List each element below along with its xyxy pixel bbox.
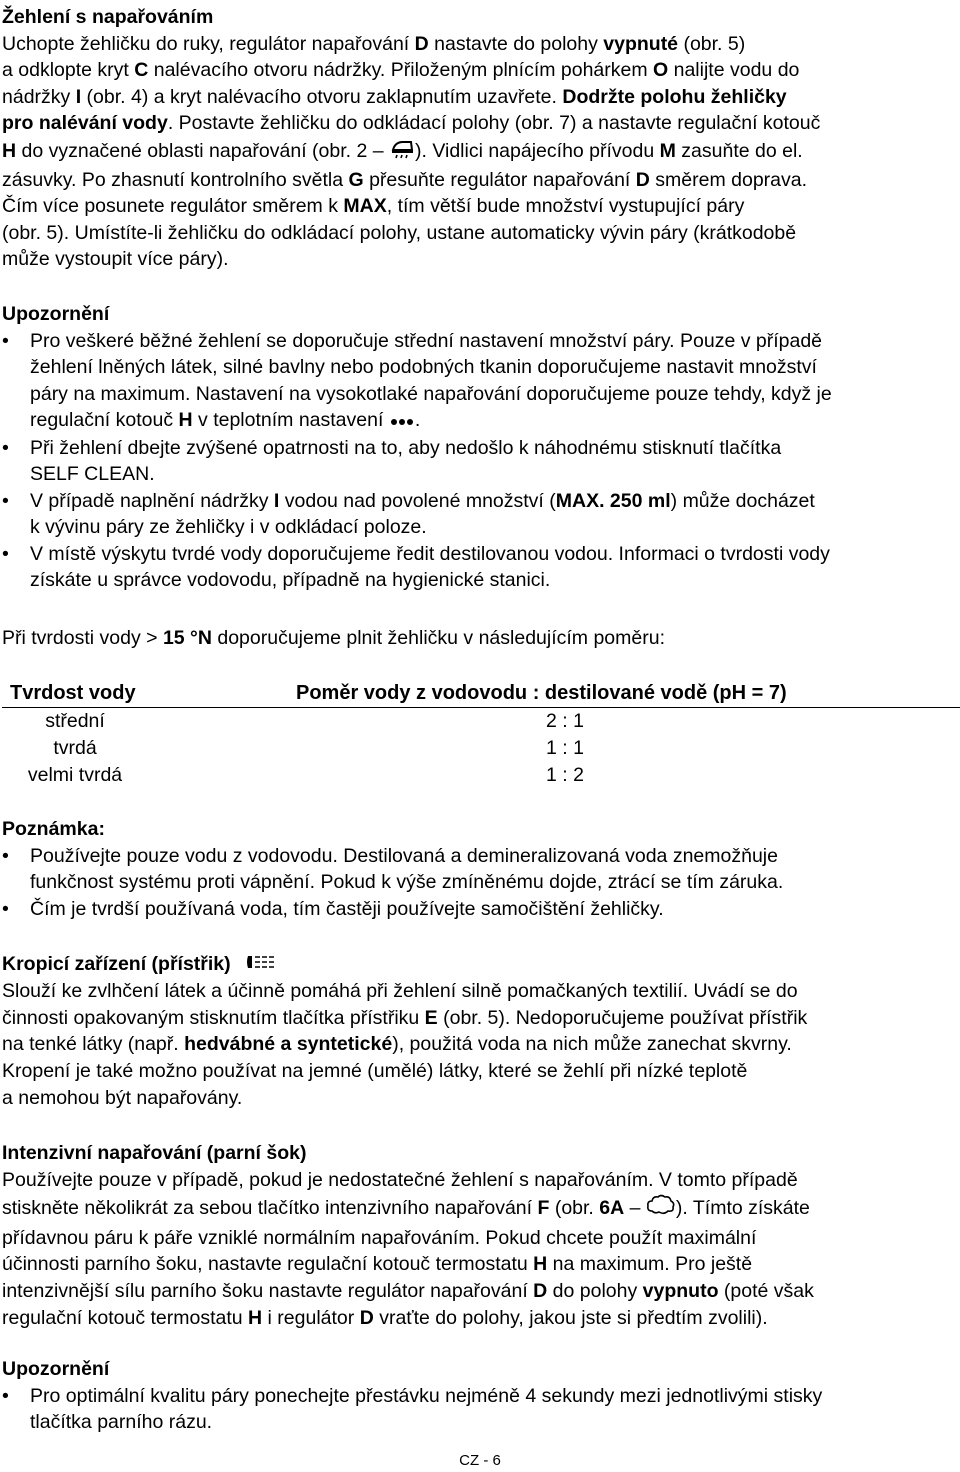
three-dots-temperature-icon [389, 408, 415, 435]
steam-ironing-section [2, 4, 958, 273]
section-heading-row: Kropicí zařízení (přístřik) [2, 951, 958, 978]
spray-section [2, 951, 958, 1111]
paragraph: Používejte pouze v případě, pokud je nedostatečné žehlení s napařováním. V tomto případě stiskněte několikrát za sebou tlačítko intenzivního napařování F (obr. 6A – ). Tímto získáte přídavnou páru k páře vzniklé normálním napařováním. Pokud chcete použít maximální účinnosti parního šoku, nastavte regulační kotouč termostatu H na maximum. Pro ještě intenzivnější sílu parního šoku nastavte regulátor napařování D do polohy vypnuto (poté však regulační kotouč termostatu H i regulátor D vraťte do polohy, jakou jste si předtím zvolili). [2, 1168, 814, 1329]
list-item: • V místě výskytu tvrdé vody doporučujeme ředit destilovanou vodou. Informaci o tvrdosti vody získáte u správce vodovodu, případně na hygienické stanici. [2, 541, 958, 594]
paragraph: Uchopte žehličku do ruky, regulátor napařování D nastavte do polohy vypnuté (obr. 5) a odklopte kryt C nalévacího otvoru nádržky. Přiloženým plnícím pohárkem O nalijte vodu do nádržky I (obr. 4) a kryt nalévacího otvoru zaklapnutím uzavřete. Dodržte polohu žehličky pro nalévání vody. Postavte žehličku do odkládací polohy (obr. 7) a nastavte regulační kotouč H do vyznačené oblasti napařování (obr. 2 – ). Vidlici napájecího přívodu M zasuňte do el. zásuvky. Po zhasnutí kontrolního světla G přesuňte regulátor napařování D směrem doprava. Čím více posunete regulátor směrem k MAX, tím větší bude množství vystupující páry (obr. 5). Umístíte-li žehličku do odkládací polohy, ustane automaticky vývin páry (krátkodobě může vystoupit více páry). [2, 32, 821, 271]
steam-burst-section [2, 1140, 958, 1331]
hardness-table [2, 680, 960, 789]
section-heading: Upozornění [2, 303, 110, 325]
list-item: • Pro veškeré běžné žehlení se doporučuje střední nastavení množství páry. Pouze v případě žehlení lněných látek, silné bavlny nebo podobných tkanin doporučujeme nastavit množství páry na maximum. Nastavení na vysokotlaké napařování doporučujeme pouze tehdy, když je regulační kotouč H v teplotním nastavení . [2, 328, 958, 435]
page-number: CZ - 6 [459, 1452, 501, 1469]
section-heading: Upozornění [2, 1358, 110, 1380]
section-heading: Intenzivní napařování (parní šok) [2, 1142, 307, 1164]
table-row: tvrdá 1 : 1 [53, 737, 584, 759]
steam-setting-icon [389, 137, 415, 167]
spray-icon [246, 952, 282, 979]
column-header: Tvrdost vody [10, 682, 136, 704]
section-heading: Žehlení s napařováním [2, 6, 214, 28]
column-header: Poměr vody z vodovodu : destilované vodě (pH = 7) [296, 682, 787, 704]
hardness-intro: Při tvrdosti vody > 15 °N doporučujeme plnit žehličku v následujícím poměru: [2, 627, 665, 649]
warning-section [2, 301, 958, 594]
list-item: • Pro optimální kvalitu páry ponechejte přestávku nejméně 4 sekundy mezi jednotlivými stisky tlačítka parního rázu. [2, 1383, 958, 1436]
list-item: • Při žehlení dbejte zvýšené opatrnosti na to, aby nedošlo k náhodnému stisknutí tlačítka SELF CLEAN. [2, 435, 958, 488]
list-item: • Používejte pouze vodu z vodovodu. Destilovaná a demineralizovaná voda znemožňuje funkčnost systému proti vápnění. Pokud k výše zmíněnému dojde, ztrácí se tím záruka. [2, 843, 958, 896]
note-section [2, 816, 958, 922]
table-row: velmi tvrdá 1 : 2 [27, 764, 584, 786]
warning-section-2 [2, 1356, 958, 1436]
table-row: střední 2 : 1 [45, 710, 584, 732]
list-item: • Čím je tvrdší používaná voda, tím častěji používejte samočištění žehličky. [2, 896, 958, 923]
section-heading: Poznámka: [2, 818, 105, 840]
list-item: • V případě naplnění nádržky I vodou nad povolené množství (MAX. 250 ml) může docházet k vývinu páry ze žehličky i v odkládací poloze. [2, 488, 958, 541]
paragraph: Slouží ke zvlhčení látek a účinně pomáhá při žehlení silně pomačkaných textilií. Uvádí se do činnosti opakovaným stisknutím tlačítka přístřiku E (obr. 5). Nedoporučujeme používat přístřik na tenké látky (např. hedvábné a syntetické), použitá voda na nich může zanechat skvrny. Kropení je také možno používat na jemné (umělé) látky, které se žehlí při nízké teplotě a nemohou být napařovány. [2, 980, 808, 1109]
table-header [2, 680, 960, 708]
steam-burst-icon [646, 1193, 676, 1225]
